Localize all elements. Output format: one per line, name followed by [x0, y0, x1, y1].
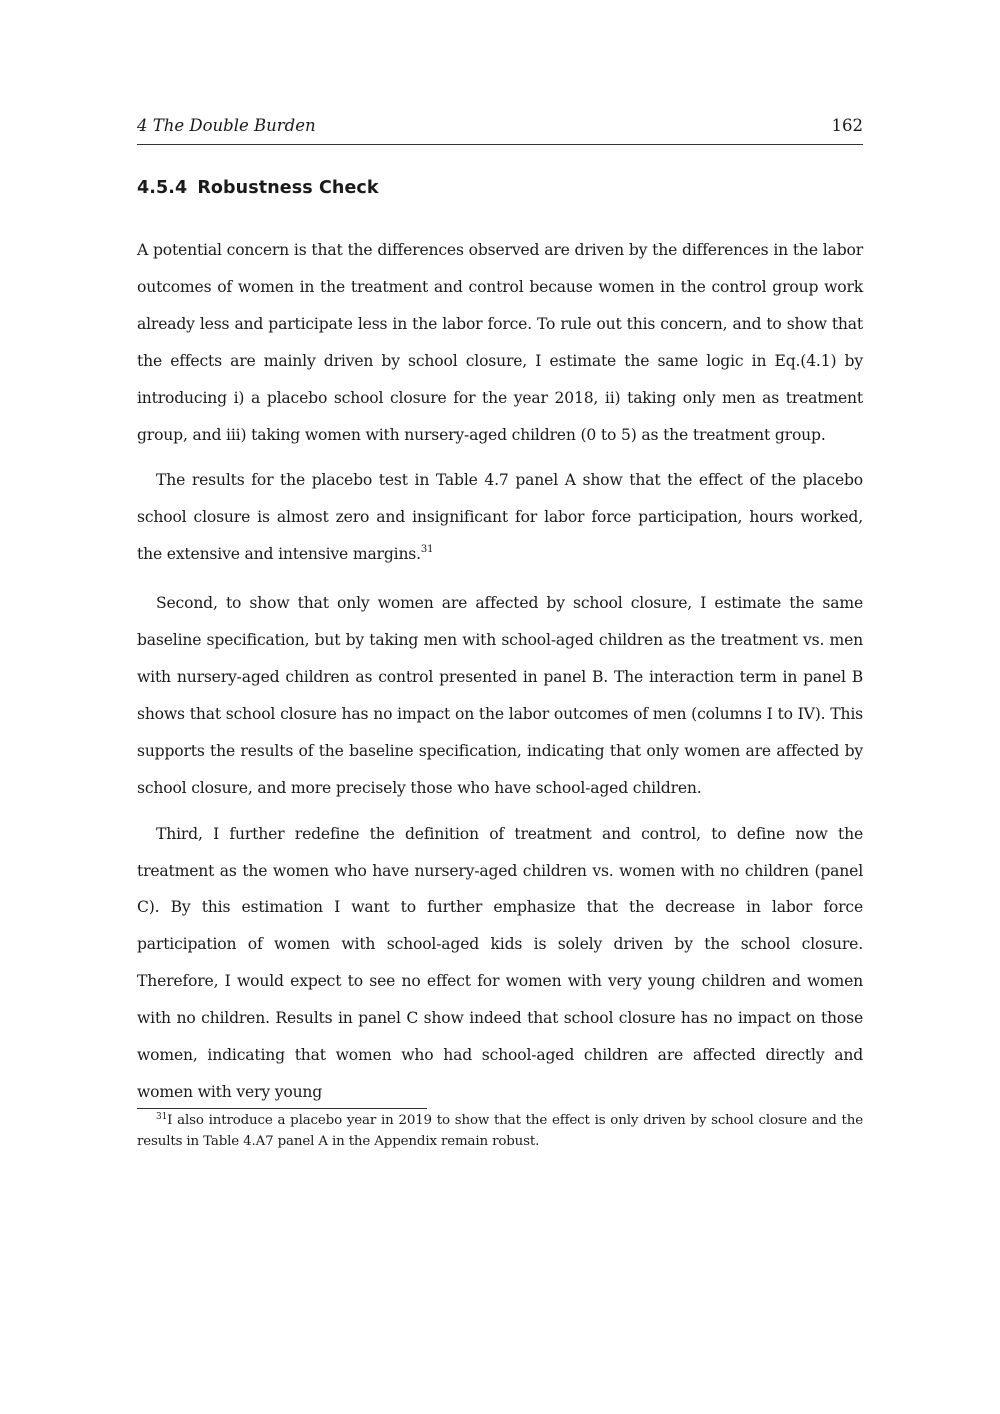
paragraph-2	[137, 462, 863, 576]
body-text	[137, 232, 863, 1120]
paragraph-2-text: The results for the placebo test in Table 4.7 panel A show that the effect of the placebo school closure is almost zero and insignificant for labor force participation, hours worked, the extensive and intensive margins.	[137, 471, 863, 564]
running-header	[137, 116, 863, 138]
page-number: 162	[831, 116, 863, 135]
page	[137, 0, 863, 1414]
header-rule	[137, 144, 863, 145]
section-heading	[137, 178, 379, 198]
section-number: 4.5.4	[137, 178, 188, 198]
paragraph-1: A potential concern is that the differences observed are driven by the differences in the labor outcomes of women in the treatment and control because women in the control group work already less and participate less in the labor force. To rule out this concern, and to show that the effects are mainly driven by school closure, I estimate the same logic in Eq.(4.1) by introducing i) a placebo school closure for the year 2018, ii) taking only men as treatment group, and iii) taking women with nursery-aged children (0 to 5) as the treatment group.	[137, 241, 863, 444]
paragraph-3: Second, to show that only women are affected by school closure, I estimate the same baseline specification, but by taking men with school-aged children as the treatment vs. men with nursery-aged children as control presented in panel B. The interaction term in panel B shows that school closure has no impact on the labor outcomes of men (columns I to IV). This supports the results of the baseline specification, indicating that only women are affected by school closure, and more precisely those who have school-aged children.	[137, 594, 863, 797]
footnote-rule	[137, 1108, 427, 1109]
footnote	[137, 1111, 863, 1152]
chapter-title: 4 The Double Burden	[137, 116, 316, 135]
footnote-text: I also introduce a placebo year in 2019 to show that the effect is only driven by school closure and the results in Table 4.A7 panel A in the Appendix remain robust.	[137, 1113, 863, 1149]
footnote-mark: 31	[156, 1112, 168, 1122]
paragraph-4: Third, I further redefine the definition of treatment and control, to define now the treatment as the women who have nursery-aged children vs. women with no children (panel C). By this estimation I want to further emphasize that the decrease in labor force participation of women with school-aged kids is solely driven by the school closure. Therefore, I would expect to see no effect for women with very young children and women with no children. Results in panel C show indeed that school closure has no impact on those women, indicating that women who had school-aged children are affected directly and women with very young	[137, 824, 863, 1101]
section-title: Robustness Check	[197, 178, 379, 198]
footnote-reference[interactable]: 31	[420, 544, 434, 556]
